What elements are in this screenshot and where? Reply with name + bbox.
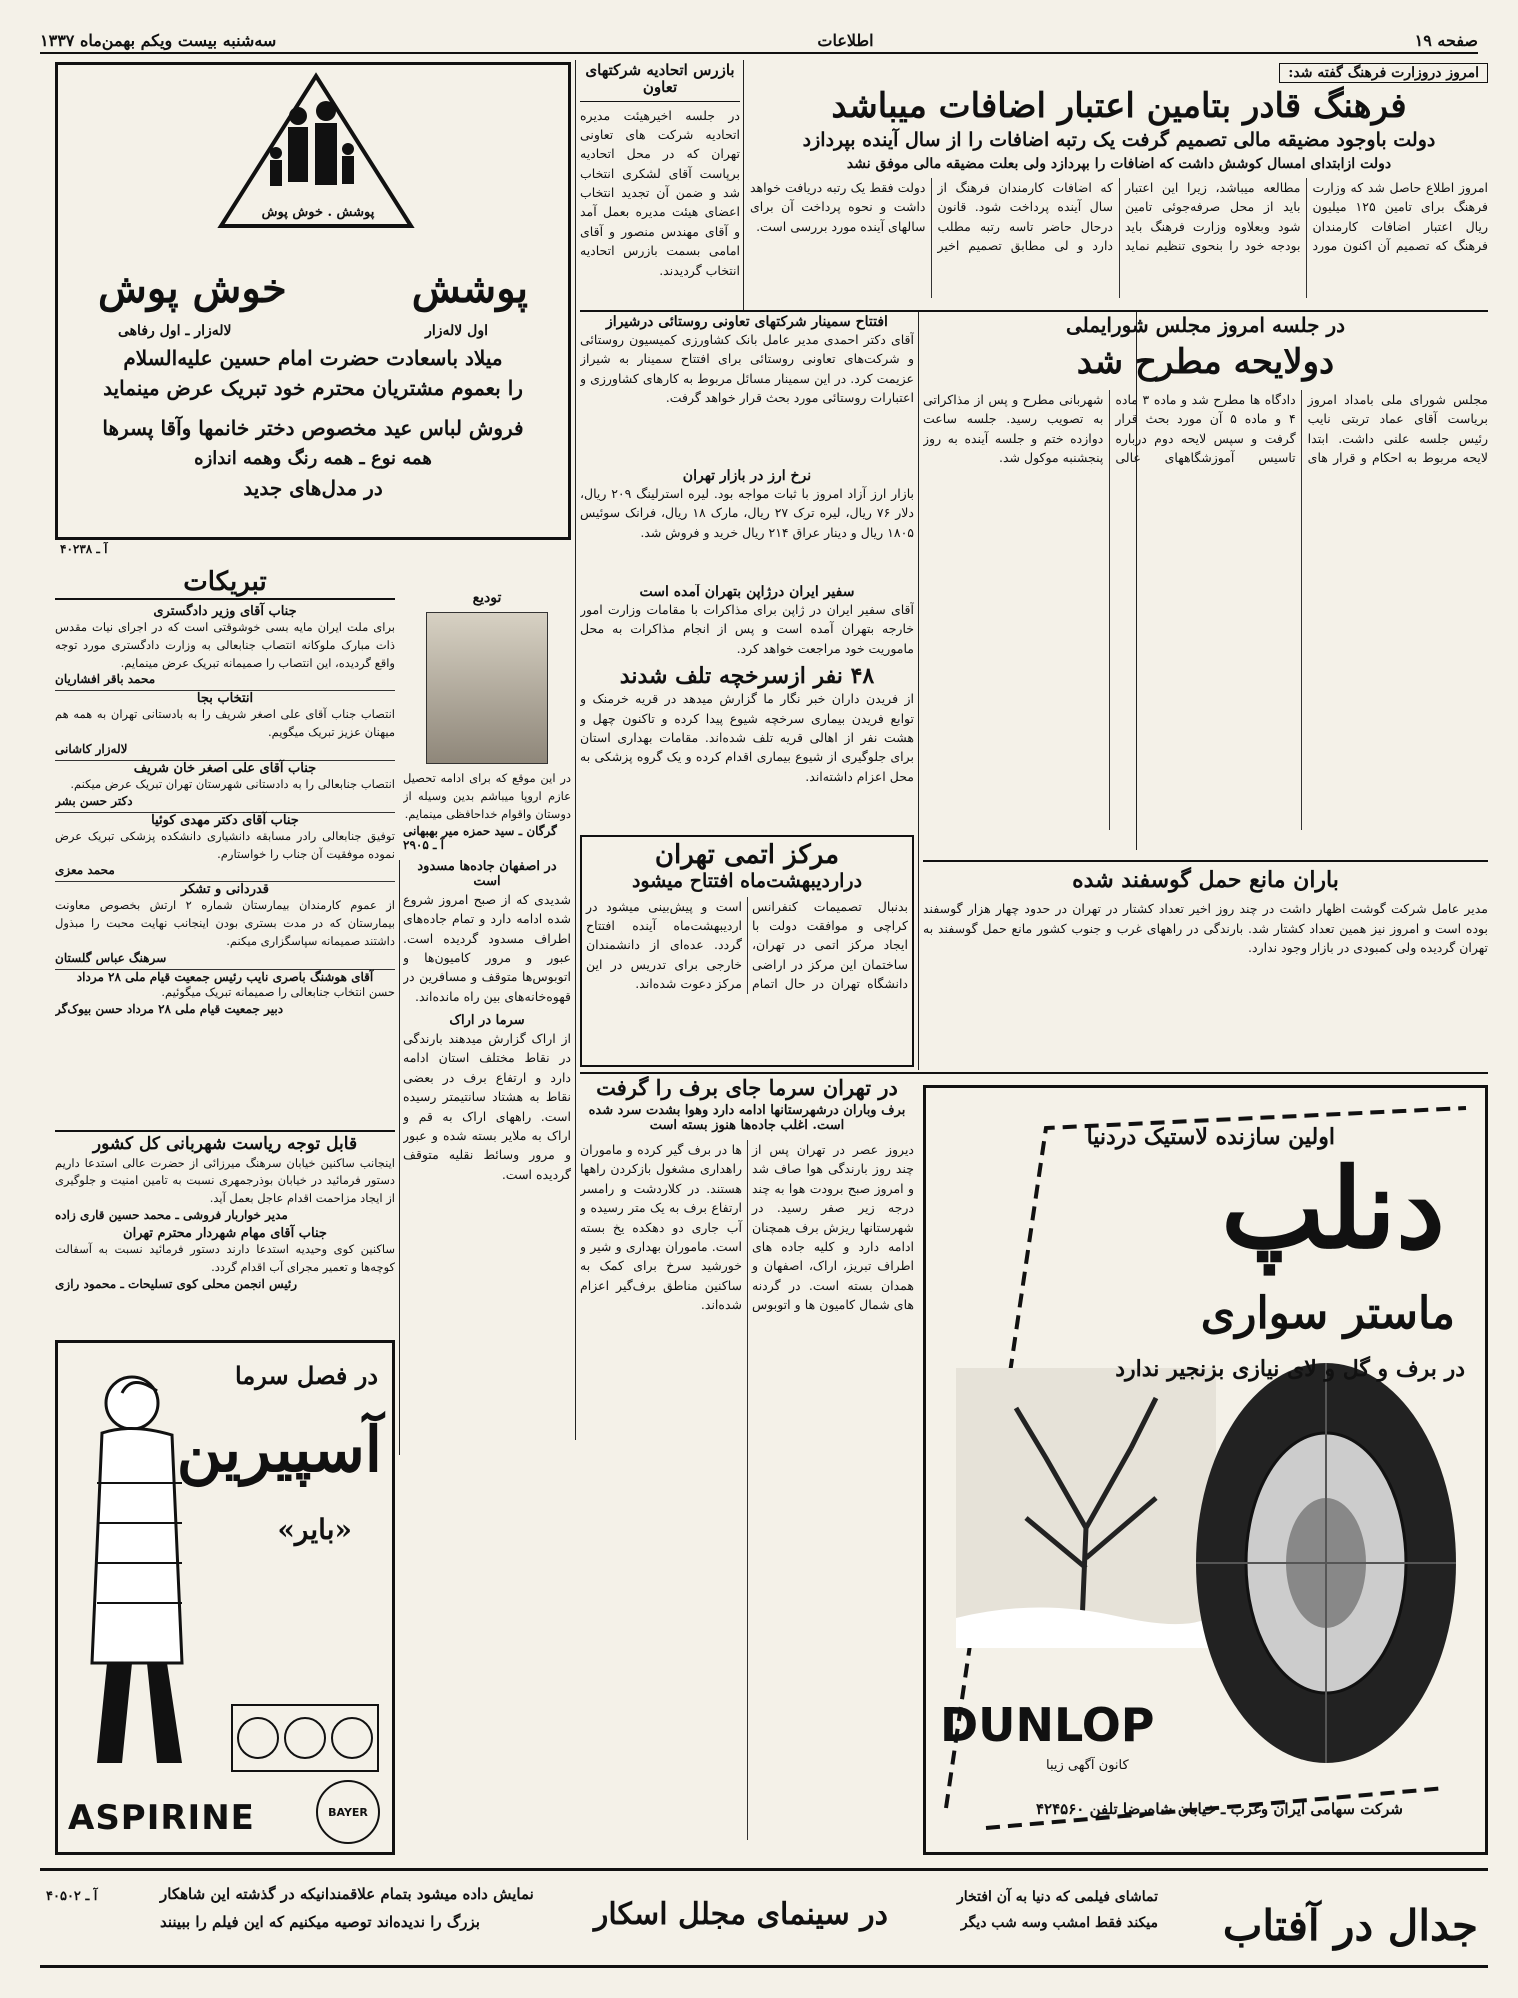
address-right: اول لاله‌زار <box>425 323 488 339</box>
cinema-venue: در سینمای مجلل اسکار <box>593 1897 888 1932</box>
dunlop-ad <box>923 1085 1488 1855</box>
municipal-notices <box>55 1130 395 1330</box>
congrats-item <box>55 690 395 756</box>
clothing-logo-text: پوشش . خوش پوش <box>261 205 375 220</box>
snow-headline: در تهران سرما جای برف را گرفت <box>596 1076 898 1100</box>
nuclear-headline: مرکز اتمی تهران <box>654 840 840 870</box>
congrats-head: قدردانی و تشکر <box>180 882 270 898</box>
congrats-sign: دکتر حسن بشر <box>55 793 133 808</box>
congrats-text: از عموم کارمندان بیمارستان شماره ۲ ارتش بخصوص معاونت بیمارستان که در مدت بستری بودن اینجانب نهایت محبت را مبذول داشتند صمیمانه سپاسگزاری میکنم. <box>55 898 395 949</box>
municipal-sign: مدیر خواربار فروشی ـ محمد حسین قاری زاده <box>55 1207 288 1222</box>
congrats-sign: دبیر جمعیت قیام ملی ۲۸ مرداد حسن بیوک‌گر <box>55 1001 284 1016</box>
clothing-line-5: در مدل‌های جدید <box>243 476 383 500</box>
fx-story <box>580 468 914 580</box>
brand-right: پوشش <box>411 265 528 312</box>
aspirin-maker: «بایر» <box>277 1513 352 1546</box>
tire-icon <box>1176 1348 1476 1778</box>
top-story-subhead-2: دولت ازابتدای امسال کوشش داشت که اضافات را بپردازد ولی بعلت مضیقه مالی موفق نشد <box>846 155 1392 172</box>
union-story <box>580 62 740 307</box>
top-story <box>750 62 1488 310</box>
majlis-story <box>923 314 1488 854</box>
municipal-sign-2: رئیس انجمن محلی کوی تسلیحات ـ محمود رازی <box>55 1276 298 1291</box>
fx-headline: نرخ ارز در بازار تهران <box>682 468 812 484</box>
obit-title: تودیع <box>472 590 502 606</box>
congrats-head: آقای هوشنگ باصری نایب رئیس جمعیت قیام ملی ۲۸ مرداد <box>76 969 374 984</box>
majlis-headline: در جلسه امروز مجلس شورایملی <box>1065 314 1346 337</box>
clothing-ad-code: آ ـ ۴۰۲۳۸ <box>60 542 108 556</box>
cinema-line-1: نمایش داده میشود بتمام علاقمندانیکه در گذشته این شاهکار <box>160 1885 534 1903</box>
union-story-headline: بازرس اتحادیه شرکتهای تعاون <box>580 62 740 102</box>
address-left: لاله‌زار ـ اول رفاهی <box>118 323 232 339</box>
top-story-headline: فرهنگ قادر بتامین اعتبار اضافات میباشد <box>831 86 1407 126</box>
obit-text: در این موقع که برای ادامه تحصیل عازم اروپا میباشم بدین وسیله از دوستان واقوام خداحافظی مینمایم. <box>403 771 571 821</box>
dunlop-latin: DUNLOP <box>940 1698 1155 1752</box>
rain-headline: باران مانع حمل گوسفند شده <box>923 860 1488 893</box>
union-story-body: در جلسه اخیرهیئت مدیره اتحادیه شرکت های تعاونی تهران که در محل اتحادیه برپاست آقای لشکری انتخاب شد و ضمن آن تجدید انتخاب اعضای هیئت مدیره بعمل آمد و آقای مهندس منصور و آقای امامی بسمت بازرس اتحادیه انتخاب گردیدند. <box>580 107 740 278</box>
congrats-head: جناب آقای علی اصغر خان شریف <box>133 760 317 776</box>
aspirin-ad <box>55 1340 395 1855</box>
congrats-text: توفیق جنابعالی رادر مسابقه دانشیاری دانشکده پزشکی تبریک عرض نموده موفقیت آن جناب را خواستارم. <box>55 828 395 861</box>
congrats-item <box>55 604 395 686</box>
congrats-text: انتصاب جناب آقای علی اصغر شریف را به بادستانی تهران به همه هم میهنان عزیز تبریک میگویم. <box>55 707 395 740</box>
cinema-line-2: بزرگ را ندیده‌اند توصیه میکنیم که این فیلم را ببینند <box>160 1913 480 1931</box>
page-number: صفحه ۱۹ <box>1414 30 1478 50</box>
ambassador-headline: سفیر ایران درژاپن بتهران آمده است <box>639 584 855 600</box>
congrats-item <box>55 812 395 878</box>
issue-date: سه‌شنبه بیست ویکم بهمن‌ماه ۱۳۳۷ <box>40 30 277 50</box>
arak-body: از اراک گزارش میدهند بارندگی در نقاط مختلف استان ادامه دارد و ارتفاع برف در بعضی نقاط به هشتاد سانتیمتر رسیده است. راههای اراک به قم و اراک به ملایر بسته شده و عبور و مرور وسائط نقلیه متوقف گردیده است. <box>403 1031 571 1182</box>
top-story-subhead: دولت باوجود مضیقه مالی تصمیم گرفت یک رتبه اضافات را از سال آینده بپردازد <box>802 129 1436 152</box>
municipal-headline: قابل توجه ریاست شهربانی کل کشور <box>55 1130 395 1155</box>
obit-name: گرگان ـ سید حمزه میر بهبهانی <box>403 823 557 838</box>
rain-story <box>923 860 1488 1070</box>
nuclear-story <box>580 835 914 1067</box>
obit-code: آ ـ ۲۹۰۵ <box>403 837 444 852</box>
disease-headline: ۴۸ نفر ازسرخچه تلف شدند <box>619 664 875 689</box>
seminar-headline: افتتاح سمینار شرکتهای تعاونی روستائی درشیراز <box>606 314 888 330</box>
snow-story <box>580 1076 914 1856</box>
dunlop-sub: کانون آگهی زیبا <box>1046 1758 1129 1773</box>
road-body: شدیدی که از صبح امروز شروع شده ادامه دارد و تمام جاده‌های اطراف مسدود گردیده است. عبور و مرور کامیون‌ها و اتوبوس‌ها متوقف و مسافرین در قهوه‌خانه‌های بین راه مانده‌اند. <box>403 891 571 1004</box>
dunlop-footer: شرکت سهامی ایران وغرب ـ خیابان شاه‌رضا تلفن ۴۲۴۵۶۰ <box>1036 1800 1403 1818</box>
congrats-head: انتخاب بجا <box>196 691 254 707</box>
congrats-section <box>55 568 395 1128</box>
arak-headline: سرما در اراک <box>449 1013 525 1029</box>
clothing-ad <box>55 62 571 540</box>
congrats-item <box>55 881 395 964</box>
top-story-body: امروز اطلاع حاصل شد که وزارت فرهنگ برای تامین ۱۲۵ میلیون ریال اعتبار اضافات کارمندان فرهنگ که تصمیم آن اکنون مورد مطالعه میباشد، زیرا این اعتبار باید از محل صرفه‌جوئی تامین شود وبعلاوه وزارت فرهنگ باید بودجه خود را بنحوی تنظیم نماید که اضافات کارمندان فرهنگ از سال آینده پرداخت شود. قانون درحال حاضر تاسه رتبه مطلب دارد و لی مطابق تصمیم اخیر دولت فقط یک رتبه دریافت خواهد داشت و نحوه پرداخت آن برای سالهای آینده مورد بررسی است. <box>750 180 1488 254</box>
seminar-body: آقای دکتر احمدی مدیر عامل بانک کشاورزی کمیسیون روستائی و شرکت‌های تعاونی روستائی برای افتتاح سمینار به شیراز عزیمت کرد. در این سمینار مسائل مربوط به کارهای کشاورزی و اعتبارات روستائی مورد بحث قرار خواهد گرفت. <box>580 332 914 406</box>
congrats-head: جناب آقای وزیر دادگستری <box>153 603 297 619</box>
dunlop-tagline: اولین سازنده لاستیک دردنیا <box>1086 1124 1335 1150</box>
nuclear-subhead: دراردیبهشت‌ماه افتتاح میشود <box>631 869 863 892</box>
municipal-body-2: ساکنین کوی وحیدیه استدعا دارند دستور فرمائید نسبت به آسفالت کوچه‌ها و تعمیر مجرای آب اقدام گردد. <box>55 1241 395 1274</box>
disease-story <box>580 664 914 834</box>
ambassador-body: آقای سفیر ایران در ژاپن برای مذاکرات با مقامات وزارت امور خارجه بتهران آمده است و پس از انجام مذاکرات به محل ماموریت خود مراجعت خواهد کرد. <box>580 602 914 656</box>
congrats-sign: محمد معزی <box>55 863 115 878</box>
clothing-line-2: را بعموم مشتریان محترم خود تبریک عرض مینماید <box>103 376 523 400</box>
cinema-ad <box>40 1868 1488 1968</box>
clothing-line-1: میلاد باسعادت حضرت امام حسین علیه‌السلام <box>123 346 503 370</box>
top-story-kicker: امروز دروزارت فرهنگ گفته شد: <box>1279 63 1488 83</box>
cinema-code: آ ـ ۴۰۵۰۲ <box>46 1889 98 1904</box>
cinema-line-4: میکند فقط امشب وسه شب دیگر <box>960 1915 1158 1931</box>
rain-body: مدیر عامل شرکت گوشت اظهار داشت در چند روز اخیر تعداد کشتار در تهران در حدود چهار هزار گوسفند بوده است و امروز نیز همین تعداد کشتار شد. بارندگی در راههای غرب و جنوب کشور مانع حمل گوسفند به تهران گردیده ولی کمبودی در بازار وجود ندارد. <box>923 901 1488 956</box>
clothing-line-4: همه نوع ـ همه رنگ وهمه اندازه <box>194 448 432 469</box>
bayer-label: BAYER <box>328 1805 368 1819</box>
snow-subhead: برف وباران درشهرستانها ادامه دارد وهوا بشدت سرد شده است. اغلب جاده‌ها هنوز بسته است <box>588 1103 906 1134</box>
aspirin-top-text: در فصل سرما <box>235 1361 378 1390</box>
congrats-item <box>55 760 395 808</box>
bayer-cross-icon <box>316 1780 380 1844</box>
aspirin-tablets-icon <box>230 1703 380 1773</box>
nuclear-body: بدنبال تصمیمات کنفرانس کراچی و موافقت دولت با ایجاد مرکز اتمی در تهران، ساختمان این مرکز در اراضی دانشگاه تهران در حال اتمام است و پیش‌بینی میشود در اردیبهشت‌ماه آینده افتتاح گردد. عده‌ای از دانشمندان خارجی برای تدریس در این مرکز دعوت شده‌اند. <box>586 898 908 992</box>
masthead <box>40 28 1478 54</box>
snow-body: دیروز عصر در تهران پس از چند روز بارندگی هوا صاف شد و امروز صبح برودت هوا به چند درجه زیر صفر رسید. در شهرستانها ریزش برف همچنان ادامه دارد و کلیه جاده های اطراف تبریز، اراک، اصفهان و همدان بسته است. در گردنه های شمال کامیون ها و اتوبوس ها در برف گیر کرده و ماموران راهداری مشغول بازکردن راهها هستند. در کلاردشت و رامسر ارتفاع برف به یک متر رسیده و آب جاری دو دهکده یخ بسته است. ماموران بهداری و شیر و خورشید سرخ برای کمک به ساکنین مناطق برف‌گیر اعزام شده‌اند. <box>580 1142 914 1313</box>
seminar-story <box>580 314 914 464</box>
majlis-body: مجلس شورای ملی بامداد امروز بریاست آقای عماد تربتی نایب رئیس جلسه علنی داشت. ابتدا لایحه مربوط به احکام و قرار های دادگاه ها مطرح شد و ماده ۳ ماده ۴ و ماده ۵ آن مورد بحث قرار گرفت و سپس لایحه دوم درباره تاسیس آموزشگاههای عالی شهربانی مطرح و پس از مذاکراتی به تصویب رسید. جلسه ساعت دوازده ختم و جلسه آینده به روز پنجشنبه موکول شد. <box>923 392 1488 466</box>
congrats-sign: لاله‌زار کاشانی <box>55 741 128 756</box>
dunlop-slogan: در برف و گل و لای نیازی بزنجیر ندارد <box>1115 1356 1465 1382</box>
aspirin-name: آسپیرین <box>176 1413 382 1486</box>
dunlop-product: ماستر سواری <box>1200 1288 1455 1339</box>
road-headline: در اصفهان جاده‌ها مسدود است <box>417 860 557 889</box>
paper-name: اطلاعات <box>817 30 874 50</box>
congrats-sign: محمد باقر افشاریان <box>55 672 156 687</box>
cinema-title: جدال در آفتاب <box>1222 1901 1478 1950</box>
congrats-sign: سرهنگ عباس گلستان <box>55 950 167 965</box>
congrats-head: جناب آقای دکتر مهدی کوئیا <box>151 812 299 828</box>
clothing-line-3: فروش لباس عید مخصوص دختر خانمها وآقا پسرها <box>102 416 524 440</box>
congrats-text: برای ملت ایران مایه بسی خوشوقتی است که در اجرای نیات مقدس ذات مبارک ملوکانه انتصاب جنابعالی به وزارت دادگستری مورد توجه واقع گردیده، این انتصاب را صمیمانه تبریک عرض مینمایم. <box>55 619 395 670</box>
road-story <box>403 860 571 1420</box>
congrats-text: انتصاب جنابعالی را به دادستانی شهرستان تهران تبریک عرض میکنم. <box>70 776 395 791</box>
municipal-head-2: جناب آقای مهام شهردار محترم تهران <box>123 1225 327 1241</box>
majlis-subhead: دولایحه مطرح شد <box>1076 342 1335 382</box>
disease-body: از فریدن داران خبر نگار ما گزارش میدهد در قریه خرمنک و توابع فریدن بیماری سرخچه شیوع پیدا کرده و تاکنون چهل و هشت نفر از اهالی قریه تلف شده‌اند. مقامات بهداری استان برای جلوگیری از شیوع بیماری اقدام کرده و یک گروه پزشکی به محل اعزام داشته‌اند. <box>580 691 914 784</box>
dunlop-name-fa: دنلپ <box>1220 1144 1445 1273</box>
brand-left: خوش پوش <box>98 265 287 312</box>
municipal-body: اینجانب ساکنین خیابان سرهنگ میرزائی از حضرت عالی استدعا داریم دستور فرمائید در خیابان بوذرجمهری نسبت به تامین امنیت و جلوگیری از ایجاد مزاحمت اقدام عاجل بعمل آید. <box>55 1155 395 1206</box>
aspirin-latin: ASPIRINE <box>68 1798 255 1838</box>
portrait-photo <box>426 612 548 764</box>
obit-notice <box>403 590 571 855</box>
congrats-text: حسن انتخاب جنابعالی را صمیمانه تبریک میگوئیم. <box>161 984 395 999</box>
cinema-line-3: تماشای فیلمی که دنیا به آن افتخار <box>956 1889 1158 1905</box>
congrats-item <box>55 969 395 1016</box>
congrats-title: تبریکات <box>55 568 395 600</box>
fx-body: بازار ارز آزاد امروز با ثبات مواجه بود. لیره استرلینگ ۲۰۹ ریال، دلار ۷۶ ریال، لیره ترک ۲۷ ریال، مارک ۱۸ ریال، فرانک سوئیس ۱۸۰۵ ریال و دینار عراق ۲۱۴ ریال خرید و فروش شد. <box>580 486 914 540</box>
ambassador-story <box>580 584 914 662</box>
